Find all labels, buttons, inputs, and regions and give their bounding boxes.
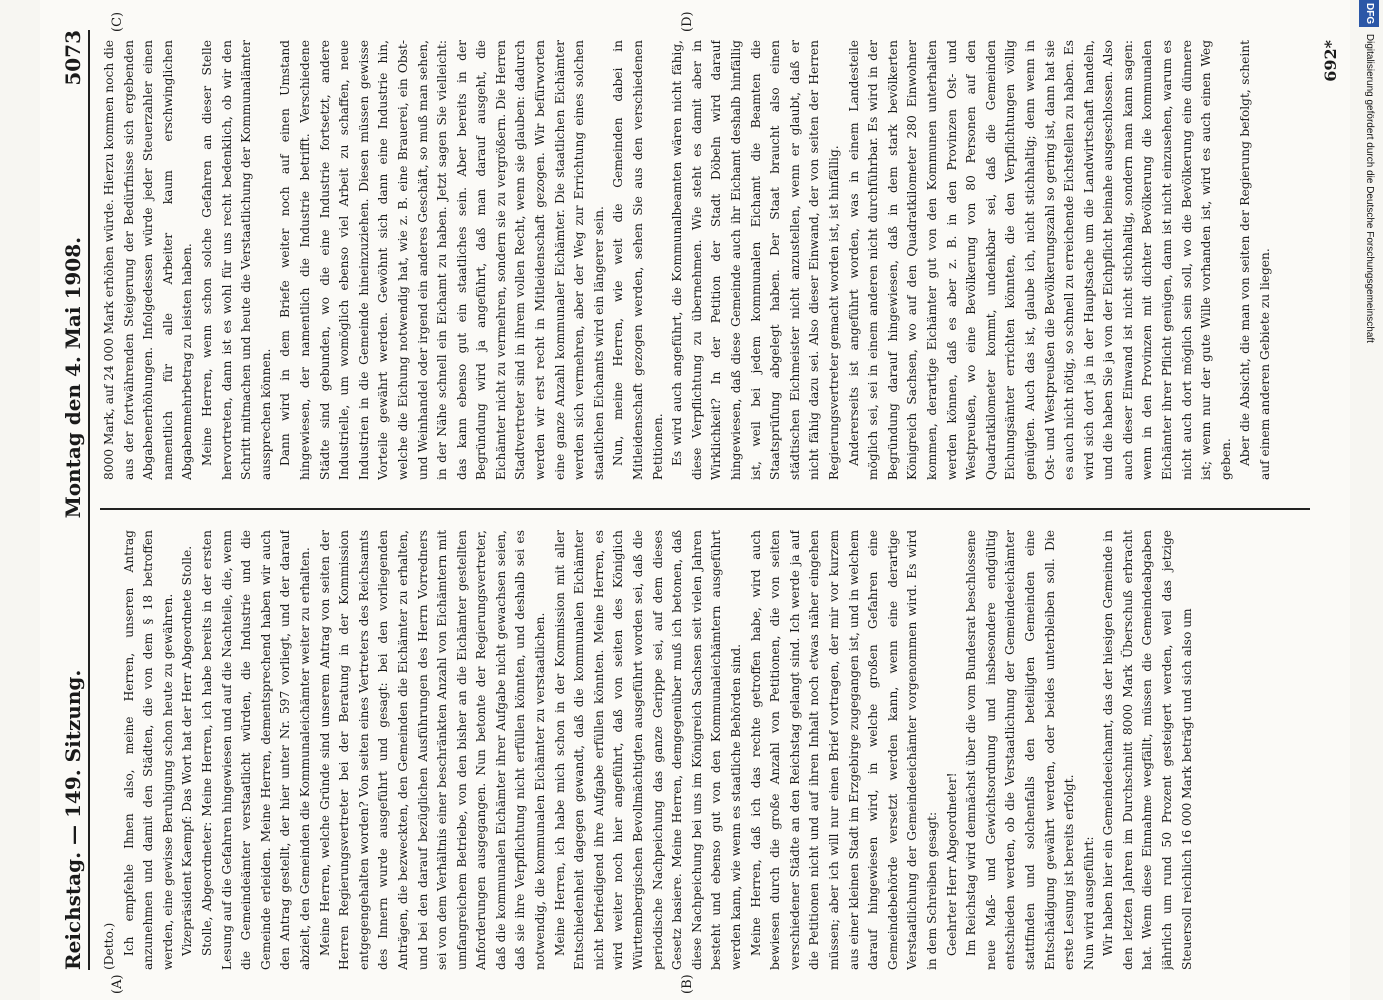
paragraph: Es wird auch angeführt, die Kommunalbeamten wären nicht fähig, diese Verpflichtung zu übernehmen. Wie steht es damit aber in Wirklichkeit? In der Petition der Stadt Döbeln wird darauf hingewiesen, daß diese Gemeinde auch ihr Eichamt deshalb hinfällig ist, weil bei jedem kommunalen Eichamt die Beamten die Staatsprüfung abgelegt haben. Der Staat braucht also einen städtischen Eichmeister nicht anzustellen, wenn er glaubt, daß er nicht fähig dazu sei. Also dieser Einwand, der von seiten der Herren Regierungsvertreter gemacht worden ist, ist hinfällig. [670,40,841,480]
credit-strip [1361,0,1381,1000]
paragraph: Meine Herren, welche Gründe sind unserem Antrag von seiten der Herren Regierungsvertreter bei der Beratung in der Kommission entgegengehalten worden? Von seiten eines Vertreters des Reichsamts des Innern wurde ausgeführt und gesagt: bei den vorliegenden Anträgen, die bezweckten, den Gemeinden die Eichämter zu erhalten, und bei den darauf bezüglichen Ausführungen des Herrn Vorredners sei von dem Verhältnis einer beschränkten Anzahl von Eichämtern mit umfangreichem Betriebe, von den bisher an die Eichämter gestellten Anforderungen ausgegangen. Nun betonte der Regierungsvertreter, daß die kommunalen Eichämter ihrer Aufgabe nicht gewachsen seien, daß sie ihre Verpflichtung nicht erfüllen könnten, und deshalb sei es notwendig, die kommunalen Eichämter zu verstaatlichen. [317,530,548,970]
credit-text: Digitalisierung gefördert durch die Deutsche Forschungsgemeinschaft [1364,33,1375,343]
paragraph: Meine Herren, wenn schon solche Gefahren an dieser Stelle hervortreten, dann ist es wohl für uns recht bedenklich, ob wir den Schritt mitmachen und heute die Verstaatlichung der Kommunalämter aussprechen können. [199,40,273,480]
header-left: Reichstag. — 149. Sitzung. [61,669,85,970]
paragraph: Stolle, Abgeordneter: Meine Herren, ich habe bereits in der ersten Lesung auf die Gefahren hingewiesen und auf die Nachteile, die, wenn die Gemeindeämter verstaatlicht würden, die Industrie und die Gemeinde erleiden. Meine Herren, dementsprechend haben wir auch den Antrag gestellt, der hier unter Nr. 597 vorliegt, und der darauf abzielt, den Gemeinden die Kommunaleichämter weiter zu erhalten. [199,530,312,970]
paragraph: Vizepräsident Kaempf: Das Wort hat der Herr Abgeordnete Stolle. [180,545,195,956]
paragraph: Nun, meine Herren, wie weit die Gemeinden dabei in Mitleidenschaft gezogen werden, sehen Sie aus den verschiedenen Petitionen. [611,40,665,480]
left-column [100,530,1310,970]
paragraph: Meine Herren, ich habe mich schon in der Kommission mit aller Entschiedenheit dagegen gewandt, daß die kommunalen Eichämter nicht befriedigend ihre Aufgabe erfüllen könnten. Meine Herren, es wird weiter noch hier angeführt, daß von seiten des Königlich Württembergischen Bevollmächtigten ausgeführt worden sei, daß die periodische Nachpeichung das ganze Gerippe sei, auf dem dieses Gesetz basiere. Meine Herren, demgegenüber muß ich betonen, daß diese Nachpeichung bei uns im Königreich Sachsen seit vielen Jahren besteht und ebenso gut von den Kommunaleichämtern ausgeführt werden kann, wie wenn es staatliche Behörden sind. [552,530,743,970]
scanned-page [40,0,1350,1000]
running-head [58,30,90,970]
dfg-logo: DFG [1359,0,1379,27]
paragraph: Im Reichstag wird demnächst über die vom Bundesrat beschlossene neue Maß- und Gewichtsordnung und insbesondere endgültig entschieden werden, ob die Verstaatlichung der Gemeindeeichämter stattfinden und solchenfalls den beteiligten Gemeinden eine Entschädigung gewährt werden, oder beides unterbleiben soll. Die erste Lesung ist bereits erfolgt. [964,530,1077,970]
paragraph: Aber die Absicht, die man von seiten der Regierung befolgt, scheint auf einem anderen Gebiete zu liegen. [1238,40,1273,480]
header-page-number: 5073 [61,30,85,86]
paragraph: Andererseits ist angeführt worden, was in einem Landesteile möglich sei, sei in einem anderen nicht durchführbar. Es wird in der Begründung darauf hingewiesen, daß in dem stark bevölkerten Königreich Sachsen, wo auf den Quadratkilometer 280 Einwohner kommen, derartige Eichämter gut von den Kommunen unterhalten werden können, daß es aber z. B. in den Provinzen Ost- und Westpreußen, wo eine Bevölkerung von 80 Personen auf den Quadratkilometer kommt, undenkbar sei, daß die Gemeinden Eichungsämter errichten könnten, die den Verpflichtungen völlig genügten. Auch das ist, glaube ich, nicht stichhaltig; denn wenn in Ost- und Westpreußen die Bevölkerungszahl so gering ist, dann hat sie es auch nicht nötig, so schnell zu erreichende Eichstellen zu haben. Es wird sich dort ja in der Hauptsache um die Landwirtschaft handeln, und die haben Sie ja von der Eichpflicht beinahe ausgeschlossen. Also auch dieser Einwand ist nicht stichhaltig, sondern man kann sagen: wenn in den Provinzen mit dichter Bevölkerung die kommunalen Eichämter ihrer Pflicht genügen, dann ist nicht einzusehen, warum es nicht auch dort möglich sein soll, wo die Bevölkerung eine dünnere ist; wenn nur der gute Wille vorhanden ist, wird es auch einen Weg geben. [846,40,1233,480]
header-center: Montag den 4. Mai 1908. [61,236,85,519]
paragraph: Dann wird in dem Briefe weiter noch auf einen Umstand hingewiesen, der namentlich die Industrie betrifft. Verschiedene Städte sind gebunden, wo die eine Industrie fortsetzt, andere Industrielle, um womöglich ebenso viel Arbeit zu schaffen, neue Industrien in die Gemeinde hineinzuziehen. Diesen müssen gewisse Vorteile gewährt werden. Gewöhnt sich dann eine Industrie hin, welche die Eichung notwendig hat, wie z. B. eine Brauerei, ein Obst- und Weinhandel oder irgend ein anderes Geschäft, so muß man sehen, in der Nähe schnell ein Eichamt zu haben. Jetzt sagen Sie vielleicht: das kann ebenso gut ein staatliches sein. Aber bereits in der Begründung wird ja angeführt, daß man darauf ausgeht, die Eichämter nicht zu vermehren, sondern sie zu vergrößern. Die Herren Stadtvertreter sind in ihrem vollen Recht, wenn sie glauben: dadurch werden wir erst recht in Mitleidenschaft gezogen. Wir befürworten eine ganze Anzahl kommunaler Eichämter. Die staatlichen Eichämter werden sich vermehren, aber der Weg zur Errichtung eines solchen staatlichen Eichamts wird ein längerer sein. [278,40,606,480]
margin-letter-d: (D) [680,11,695,32]
right-column [100,40,1310,480]
paragraph: 8000 Mark, auf 24 000 Mark erhöhen würde. Hierzu kommen noch die aus der fortwährenden Steigerung der Bedürfnisse sich ergebenden Abgabenerhöhungen. Infolgedessen würde jeder Steuerzahler einen namentlich für alle Arbeiter kaum erschwinglichen Abgabenmehrbetrag zu leisten haben. [102,40,195,480]
paragraph: (Detto.) [102,922,116,970]
margin-letter-c: (C) [110,11,125,32]
paragraph: Wir haben hier ein Gemeindeeichamt, das der hiesigen Gemeinde in den letzten Jahren im Durchschnitt 8000 Mark Überschuß erbracht hat. Wenn diese Einnahme wegfällt, müssen die Gemeindeabgaben jährlich um rund 50 Prozent gesteigert werden, weil das jetzige Steuersoll reichlich 16 000 Mark beträgt und sich also um [1101,530,1194,970]
column-divider [100,508,1310,510]
paragraph: Meine Herren, daß ich das rechte getroffen habe, wird auch bewiesen durch die große Anzahl von Petitionen, die von seiten verschiedener Städte an den Reichstag gelangt sind. Ich werde ja auf die Petitionen nicht und auf ihren Inhalt noch etwas näher eingehen müssen; aber ich will nur einen Brief vortragen, der mir vor kurzem aus einer kleinen Stadt im Erzgebirge zugegangen ist, und in welchem darauf hingewiesen wird, in welche großen Gefahren eine Gemeindebehörde versetzt werden kann, wenn eine derartige Verstaatlichung der Gemeindeeichämter vorgenommen wird. Es wird in dem Schreiben gesagt: [748,530,939,970]
page-signature-mark: 692* [1321,40,1340,82]
paragraph: Ich empfehle Ihnen also, meine Herren, unseren Antrag anzunehmen und damit den Städten, die von dem § 18 betroffen werden, eine gewisse Beruhigung schon heute zu gewähren. [121,530,175,970]
paragraph: Nun wird ausgeführt: [1081,836,1096,970]
paragraph: Geehrter Herr Abgeordneter! [944,772,959,956]
margin-letter-a: (A) [110,974,125,994]
margin-letter-b: (B) [680,974,695,994]
